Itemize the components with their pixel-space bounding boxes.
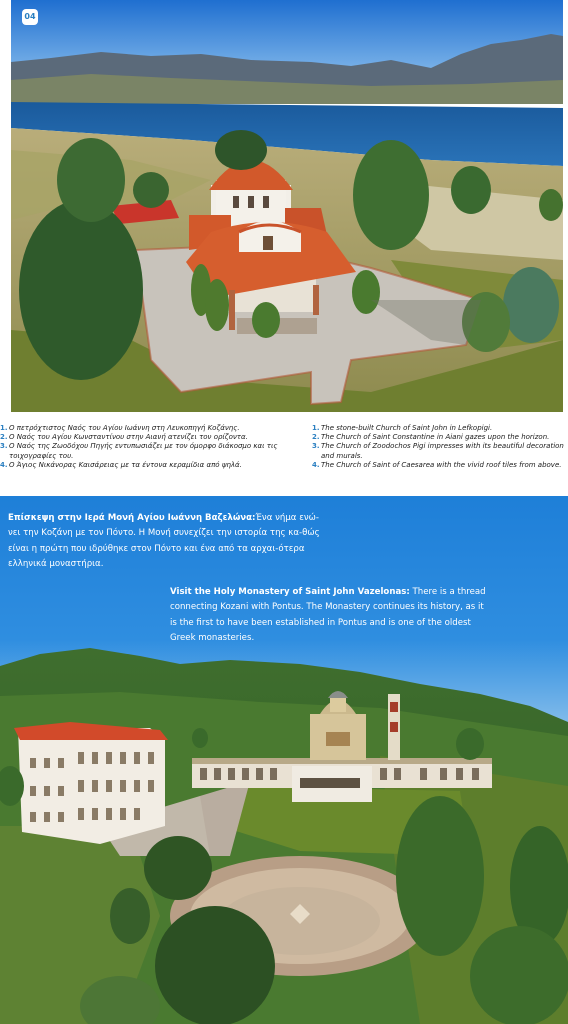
captions-greek: [0, 424, 300, 470]
intro-greek: [8, 511, 328, 573]
page-number-badge: 04: [22, 9, 38, 25]
caption-number: 2.: [0, 433, 8, 442]
intro-english-title: Visit the Holy Monastery of Saint John Vazelonas:: [170, 586, 410, 597]
caption-item: [312, 461, 568, 470]
caption-item: [312, 424, 568, 433]
caption-text: Ο πετρόχτιστος Ναός του Αγίου Ιωάννη στη Λευκοπηγή Κοζάνης.: [9, 424, 240, 432]
caption-item: [0, 424, 300, 433]
monastery-aerial-illustration: [0, 496, 568, 1024]
caption-item: [0, 433, 300, 442]
caption-text: Ο Ναός της Ζωοδόχου Πηγής εντυπωσιάζει με τον όμορφο διάκοσμο και τις τοιχογραφίες του.: [9, 442, 278, 460]
intro-greek-body: Ένα νήμα ενώ-νει την Κοζάνη με τον Πόντο. Η Μονή συνεχίζει την ιστορία της κα-θώς είναι η πρώτη που ιδρύθηκε στον Πόντο και ένα από τα αρχαι-ότερα ελληνικά μοναστήρια.: [8, 512, 320, 570]
caption-item: [312, 442, 568, 460]
photo-captions: [0, 424, 568, 484]
intro-greek-title: Επίσκεψη στην Ιερά Μονή Αγίου Ιωάννη Βαζελώνα:: [8, 512, 256, 523]
captions-english: [312, 424, 568, 470]
caption-text: The Church of Zoodochos Pigi impresses with its beautiful decoration and murals.: [321, 442, 564, 460]
caption-text: Ο Ναός του Αγίου Κωνσταντίνου στην Αιανή ατενίζει τον ορίζοντα.: [9, 433, 248, 442]
caption-item: [0, 442, 300, 460]
caption-item: [312, 433, 568, 442]
caption-item: [0, 461, 300, 470]
caption-text: The Church of Saint of Caesarea with the vivid roof tiles from above.: [321, 460, 562, 469]
church-aerial-illustration: [11, 0, 563, 412]
caption-number: 3.: [312, 442, 320, 451]
caption-text: The Church of Saint Constantine in Aiani gazes upon the horizon.: [321, 433, 550, 442]
caption-number: 1.: [0, 424, 8, 432]
caption-number: 1.: [312, 424, 320, 432]
intro-english-body: There is a thread connecting Kozani with Pontus. The Monastery continues its history, as it is the first to have been established in Pontus and is one of the oldest Greek monasteries.: [170, 586, 486, 644]
caption-number: 4.: [0, 460, 8, 469]
caption-number: 2.: [312, 433, 320, 442]
intro-english: [170, 585, 490, 647]
caption-number: 3.: [0, 442, 8, 451]
monastery-photo: [0, 496, 568, 1024]
caption-text: Ο Άγιος Νικάνορας Καισάρειας με τα έντονα κεραμίδια από ψηλά.: [9, 460, 242, 469]
caption-text: The stone-built Church of Saint John in Lefkopigi.: [321, 424, 493, 432]
caption-number: 4.: [312, 460, 320, 469]
church-photo: [11, 0, 563, 412]
